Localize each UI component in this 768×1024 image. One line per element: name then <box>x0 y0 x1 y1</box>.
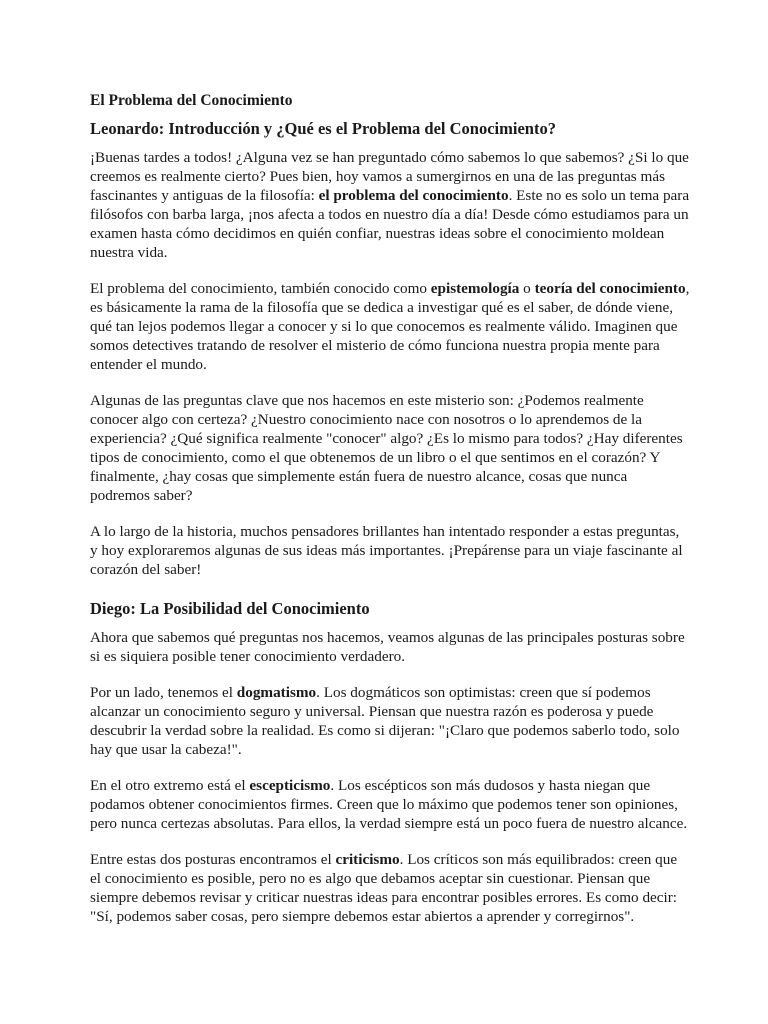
paragraph-text: Entre estas dos posturas encontramos el <box>90 851 336 868</box>
bold-term: el problema del conocimiento <box>318 187 509 204</box>
paragraph-text: , es básicamente la rama de la filosofía que se dedica a investigar qué es el saber, de dónde viene, qué tan lejos podemos llegar a conocer y si lo que conocemos es realmente válido. Imaginen que somos detectives tratando de resolver el misterio de cómo funciona nuestra propia mente para entender el mundo. <box>90 280 690 373</box>
section-heading: Leonardo: Introducción y ¿Qué es el Problema del Conocimiento? <box>90 119 556 138</box>
section-heading: Diego: La Posibilidad del Conocimiento <box>90 599 370 618</box>
paragraph-text: Ahora que sabemos qué preguntas nos hacemos, veamos algunas de las principales posturas sobre si es siquiera posible tener conocimiento verdadero. <box>90 629 685 665</box>
paragraph <box>90 522 690 579</box>
paragraph-text: ¡Buenas tardes a todos! ¿Alguna vez se han preguntado cómo sabemos lo que sabemos? ¿Si lo que creemos es realmente cierto? Pues bien, hoy vamos a sumergirnos en una de las preguntas más fascinantes y antiguas de la filosofía: <box>90 149 689 204</box>
bold-term: dogmatismo <box>236 684 317 701</box>
bold-term: epistemología <box>430 280 520 297</box>
paragraph-text: . Este no es solo un tema para filósofos con barba larga, ¡nos afecta a todos en nuestro día a día! Desde cómo estudiamos para un examen hasta cómo decidimos en quién confiar, nuestras ideas sobre el conocimiento moldean nuestra vida. <box>90 187 690 261</box>
bold-term: escepticismo <box>249 777 331 794</box>
paragraph-text: Algunas de las preguntas clave que nos hacemos en este misterio son: ¿Podemos realmente conocer algo con certeza? ¿Nuestro conocimiento nace con nosotros o lo aprendemos de la experiencia? ¿Qué significa realmente "conocer" algo? ¿Es lo mismo para todos? ¿Hay diferentes tipos de conocimiento, como el que obtenemos de un libro o el que sentimos en el corazón? Y finalmente, ¿hay cosas que simplemente están fuera de nuestro alcance, cosas que nunca podremos saber? <box>90 392 683 504</box>
paragraph <box>90 683 690 759</box>
paragraph <box>90 279 690 374</box>
document-title: El Problema del Conocimiento <box>90 92 293 109</box>
bold-term: criticismo <box>335 851 400 868</box>
paragraph-text: En el otro extremo está el <box>90 777 250 794</box>
paragraph-text: o <box>519 280 535 297</box>
paragraph-text: . Los dogmáticos son optimistas: creen que sí podemos alcanzar un conocimiento seguro y universal. Piensan que nuestra razón es poderosa y puede descubrir la verdad sobre la realidad. Es como si dijeran: "¡Claro que podemos saberlo todo, solo hay que usar la cabeza!". <box>90 684 680 758</box>
paragraph-text: El problema del conocimiento, también conocido como <box>90 280 431 297</box>
paragraph-text: A lo largo de la historia, muchos pensadores brillantes han intentado responder a estas preguntas, y hoy exploraremos algunas de sus ideas más importantes. ¡Prepárense para un viaje fascinante al corazón del saber! <box>90 523 683 578</box>
paragraph <box>90 148 690 262</box>
paragraph-text: Por un lado, tenemos el <box>90 684 237 701</box>
bold-term: teoría del conocimiento <box>534 280 686 297</box>
section-leonardo <box>90 116 690 579</box>
document-body <box>90 88 690 943</box>
paragraph-text: . Los críticos son más equilibrados: creen que el conocimiento es posible, pero no es algo que debamos aceptar sin cuestionar. Piensan que siempre debemos revisar y criticar nuestras ideas para encontrar posibles errores. Es como decir: "Sí, podemos saber cosas, pero siempre debemos estar abiertos a aprender y corregirnos". <box>90 851 678 925</box>
paragraph <box>90 776 690 833</box>
paragraph <box>90 628 690 666</box>
paragraph <box>90 391 690 505</box>
section-diego <box>90 596 690 926</box>
paragraph <box>90 850 690 926</box>
paragraph-text: . Los escépticos son más dudosos y hasta niegan que podamos obtener conocimientos firmes. Creen que lo máximo que podemos tener son opiniones, pero nunca certezas absolutas. Para ellos, la verdad siempre está un poco fuera de nuestro alcance. <box>90 777 688 832</box>
